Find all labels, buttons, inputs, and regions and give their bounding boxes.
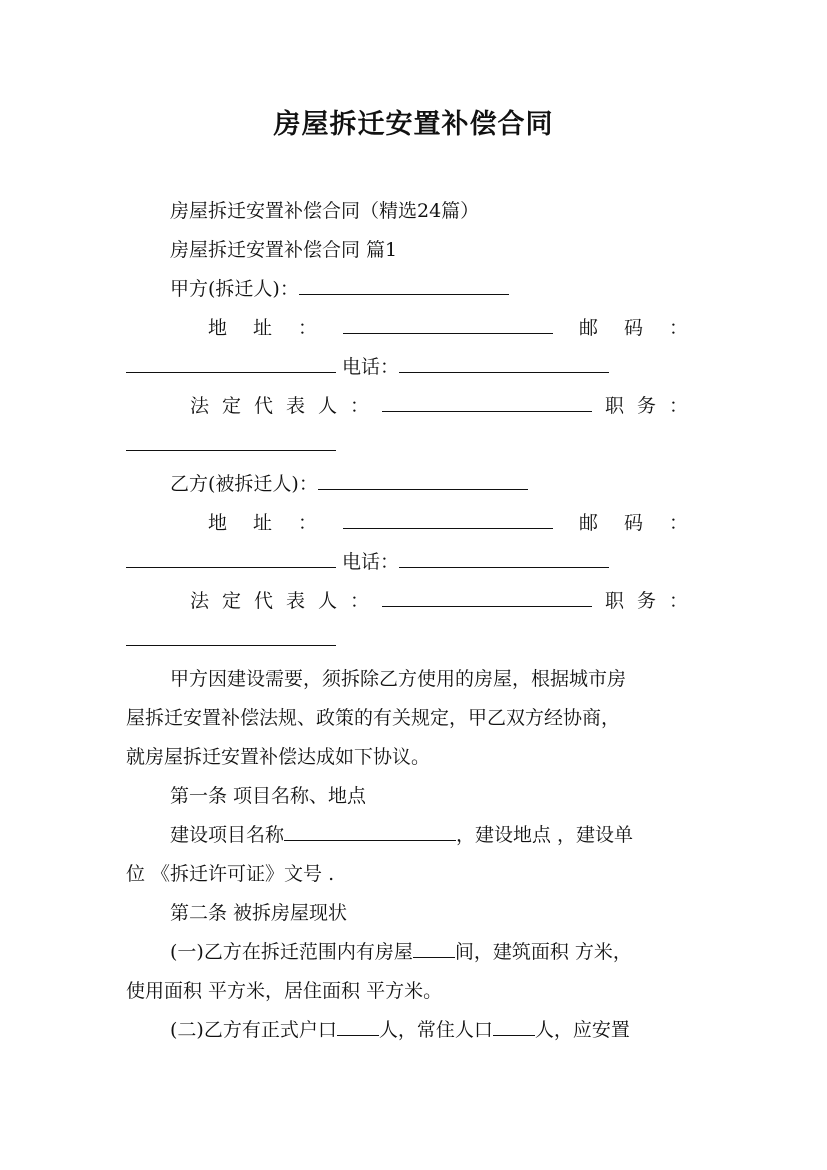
- party-a-label: 甲方(拆迁人)：: [170, 278, 299, 300]
- postcode-label-char: 邮: [578, 317, 598, 339]
- rep-label-char: 代: [254, 395, 274, 417]
- postcode-label-char: 码: [623, 512, 643, 534]
- project-name-blank[interactable]: [284, 820, 456, 841]
- intro-line: 房屋拆迁安置补偿合同（精选24篇）: [170, 200, 480, 222]
- address-label-char: ：: [298, 512, 318, 534]
- party-a-postcode-blank[interactable]: [126, 352, 336, 373]
- party-b-title-blank[interactable]: [126, 625, 336, 646]
- chapter-heading: 房屋拆迁安置补偿合同 篇1: [170, 239, 398, 261]
- rep-label-char: ：: [350, 395, 370, 417]
- postcode-label-char: ：: [668, 317, 688, 339]
- registered-residents-blank[interactable]: [337, 1015, 379, 1036]
- rep-label-char: 表: [286, 395, 306, 417]
- project-name-label: 建设项目名称: [170, 824, 285, 846]
- party-a-title-row: [126, 430, 336, 460]
- paragraph-line: 屋拆迁安置补偿法规、政策的有关规定，甲乙双方经协商，: [126, 707, 621, 729]
- rep-label-char: 定: [222, 590, 242, 612]
- project-location-text: ，建设地点 ，建设单: [456, 824, 634, 846]
- rep-label-char: 人: [318, 395, 338, 417]
- party-a-line: [170, 274, 509, 304]
- house-count-blank[interactable]: [413, 937, 455, 958]
- resettle-text: 人，应安置: [534, 1019, 630, 1041]
- rep-label-char: 定: [222, 395, 242, 417]
- party-b-blank[interactable]: [318, 469, 528, 490]
- rep-label-char: 表: [286, 590, 306, 612]
- title-label-char: ：: [668, 590, 688, 612]
- party-a-title-blank[interactable]: [126, 430, 336, 451]
- article-2-line-1: [170, 937, 632, 967]
- house-count-label: (一)乙方在拆迁范围内有房屋: [170, 941, 413, 963]
- party-a-rep-blank[interactable]: [382, 391, 592, 412]
- article-1-line-2: 位 《拆迁许可证》文号 .: [126, 863, 335, 885]
- party-b-title-row: [126, 625, 336, 655]
- party-a-blank[interactable]: [299, 274, 509, 295]
- permanent-residents-blank[interactable]: [493, 1015, 535, 1036]
- paragraph-line: 甲方因建设需要，须拆除乙方使用的房屋，根据城市房: [170, 668, 627, 690]
- party-b-postcode-blank[interactable]: [126, 547, 336, 568]
- title-label-char: 职: [604, 590, 624, 612]
- rep-label-char: 法: [190, 590, 210, 612]
- article-1-line-1: [170, 820, 633, 850]
- party-b-phone-row: [126, 547, 609, 577]
- party-a-phone-row: [126, 352, 609, 382]
- address-label-char: 址: [253, 512, 273, 534]
- party-b-rep-row: [190, 586, 688, 616]
- rep-label-char: 人: [318, 590, 338, 612]
- address-label-char: 地: [208, 317, 228, 339]
- postcode-label-char: ：: [668, 512, 688, 534]
- postcode-label-char: 码: [623, 317, 643, 339]
- party-b-address-blank[interactable]: [343, 508, 553, 529]
- document-title: 房屋拆迁安置补偿合同: [273, 109, 554, 140]
- address-label-char: 址: [253, 317, 273, 339]
- title-label-char: 职: [604, 395, 624, 417]
- party-b-label: 乙方(被拆迁人)：: [170, 473, 318, 495]
- party-a-phone-blank[interactable]: [399, 352, 609, 373]
- area-text: 间，建筑面积 方米，: [454, 941, 632, 963]
- party-a-rep-row: [190, 391, 688, 421]
- party-b-phone-blank[interactable]: [399, 547, 609, 568]
- title-label-char: 务: [636, 590, 656, 612]
- party-b-line: [170, 469, 528, 499]
- registered-residents-label: (二)乙方有正式户口: [170, 1019, 337, 1041]
- address-label-char: 地: [208, 512, 228, 534]
- article-2-line-3: [170, 1015, 630, 1045]
- party-a-phone-label: 电话：: [342, 356, 400, 378]
- postcode-label-char: 邮: [578, 512, 598, 534]
- title-label-char: 务: [636, 395, 656, 417]
- rep-label-char: 代: [254, 590, 274, 612]
- party-b-rep-blank[interactable]: [382, 586, 592, 607]
- party-a-address-row: [208, 313, 688, 343]
- rep-label-char: ：: [350, 590, 370, 612]
- article-2-heading: 第二条 被拆房屋现状: [170, 902, 348, 924]
- party-b-phone-label: 电话：: [342, 551, 400, 573]
- article-1-heading: 第一条 项目名称、地点: [170, 785, 367, 807]
- title-label-char: ：: [668, 395, 688, 417]
- paragraph-line: 就房屋拆迁安置补偿达成如下协议。: [126, 746, 431, 768]
- permanent-residents-label: 人，常住人口: [378, 1019, 493, 1041]
- rep-label-char: 法: [190, 395, 210, 417]
- article-2-line-2: 使用面积 平方米，居住面积 平方米。: [126, 980, 443, 1002]
- party-b-address-row: [208, 508, 688, 538]
- address-label-char: ：: [298, 317, 318, 339]
- party-a-address-blank[interactable]: [343, 313, 553, 334]
